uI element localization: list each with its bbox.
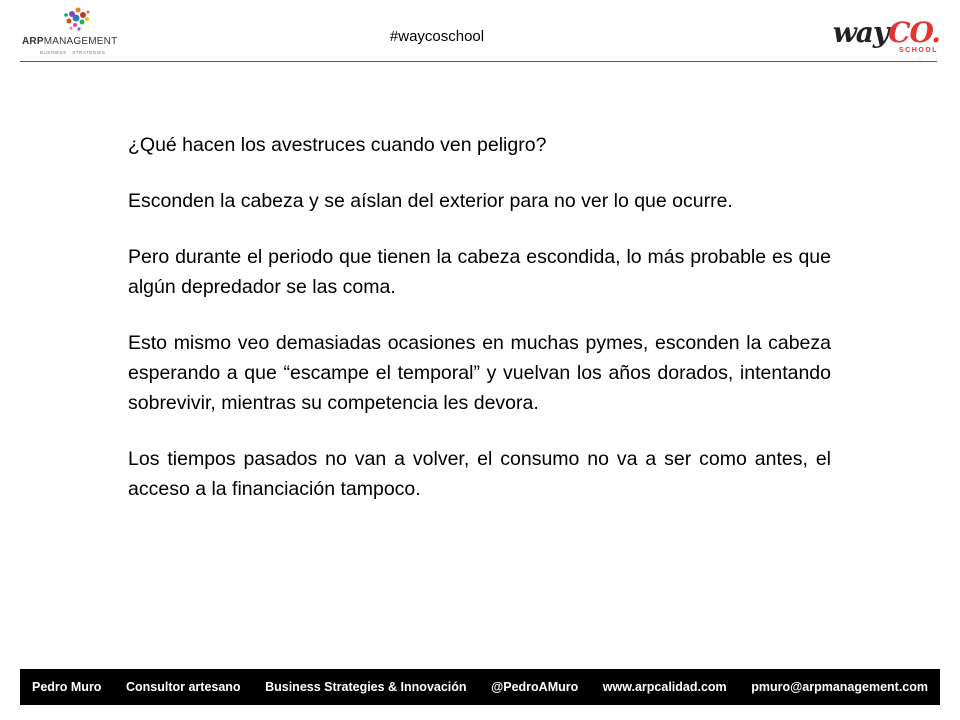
footer-email: pmuro@arpmanagement.com (751, 680, 928, 694)
arp-brand-text: ARPMANAGEMENT (22, 36, 118, 47)
wayco-school-label: SCHOOL (899, 47, 938, 54)
wayco-school-logo (828, 18, 940, 58)
paragraph-question: ¿Qué hacen los avestruces cuando ven peligro? (128, 134, 547, 156)
paragraph-pymes: Esto mismo veo demasiadas ocasiones en muchas pymes, esconden la cabeza esperando a que “escampe el temporal” y vuelvan los años dorados, intentando sobrevivir, mientras su competencia les devora. (128, 332, 831, 414)
arp-tagline: BUSINESS · STRATEGIES (40, 50, 106, 55)
footer-twitter-handle: @PedroAMuro (491, 680, 579, 694)
paragraph-answer: Esconden la cabeza y se aíslan del exterior para no ver lo que ocurre. (128, 190, 733, 212)
header-divider (20, 61, 937, 62)
footer-author: Pedro Muro (32, 680, 102, 694)
slide-body (128, 130, 831, 530)
slide-header (0, 0, 960, 62)
wayco-wordmark: wayCO. (832, 16, 940, 49)
contact-footer-bar (20, 669, 940, 705)
footer-role: Consultor artesano (125, 680, 241, 694)
footer-specialty: Business Strategies & Innovación (265, 680, 467, 694)
hashtag-title: #waycoschool (389, 28, 485, 45)
paragraph-conclusion: Los tiempos pasados no van a volver, el consumo no va a ser como antes, el acceso a la financiación tampoco. (128, 448, 831, 500)
footer-website: www.arpcalidad.com (602, 680, 727, 694)
paragraph-consequence: Pero durante el periodo que tienen la cabeza escondida, lo más probable es que algún depredador se las coma. (128, 246, 831, 298)
